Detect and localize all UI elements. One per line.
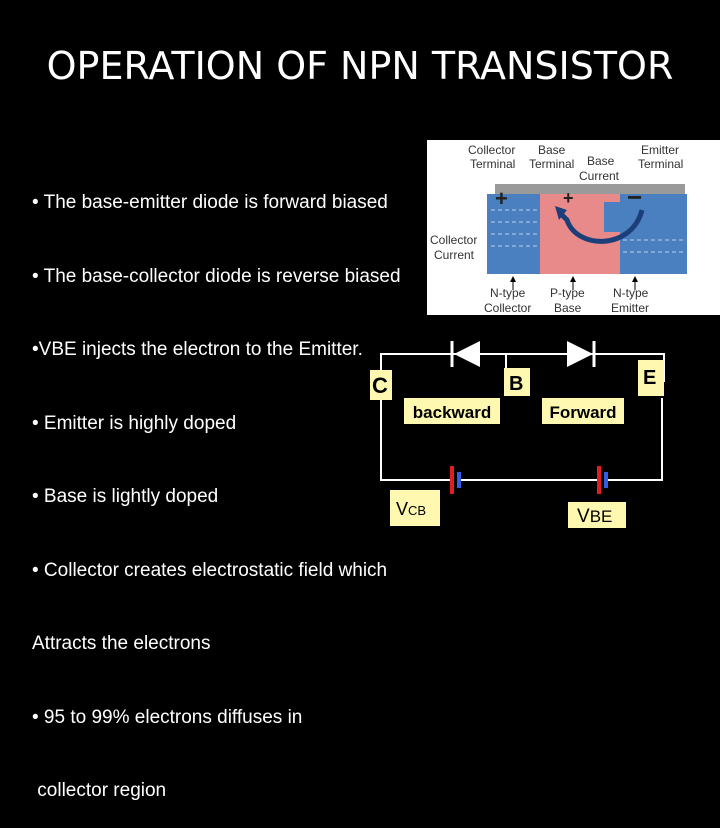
collector-label: C xyxy=(372,373,388,398)
base-current-label: Base xyxy=(587,154,615,168)
bullet-item: • 95 to 99% electrons diffuses in xyxy=(32,706,303,728)
base-current-label-2: Current xyxy=(579,169,620,183)
vcb-label: VCB xyxy=(396,499,427,519)
slide-title: OPERATION OF NPN TRANSISTOR xyxy=(46,44,674,88)
bullet-item: Attracts the electrons xyxy=(32,633,211,654)
base-terminal-label: Base xyxy=(538,143,566,157)
collector-current-label: Collector xyxy=(430,233,478,247)
forward-label: Forward xyxy=(549,403,617,422)
bullet-item: • The base-emitter diode is forward biased xyxy=(32,192,388,213)
bullet-item: • Emitter is highly doped xyxy=(32,412,237,434)
base-terminal-label-2: Terminal xyxy=(529,157,575,171)
backward-label: backward xyxy=(412,403,492,422)
bias-circuit xyxy=(364,338,720,540)
bullet-item: • The base-collector diode is reverse biased xyxy=(32,265,401,287)
collector-current-label-2: Current xyxy=(434,248,475,262)
n-collector-label-2: Collector xyxy=(484,301,532,315)
bullet-list xyxy=(32,142,401,828)
bullet-item: •VBE injects the electron to the Emitter. xyxy=(32,339,363,360)
bullet-item: • Base is lightly doped xyxy=(32,486,219,507)
minus-sign-emitter: − xyxy=(627,182,643,212)
bullet-item: collector region xyxy=(32,780,167,801)
n-emitter-label-2: Emitter xyxy=(611,301,650,315)
collector-terminal-label: Collector xyxy=(468,143,516,157)
emitter-terminal-label: Emitter xyxy=(641,143,680,157)
vbe-label: VBE xyxy=(577,506,613,527)
n-collector-label: N-type xyxy=(490,286,526,300)
bullet-item: • Collector creates electrostatic field which xyxy=(32,559,388,581)
emitter-label: E xyxy=(643,367,657,389)
plus-sign-base: + xyxy=(563,188,574,208)
transistor-diagram xyxy=(427,140,720,315)
vcb-battery xyxy=(450,466,461,494)
collector-terminal-label-2: Terminal xyxy=(470,157,516,171)
n-emitter-label: N-type xyxy=(613,286,649,300)
p-base-label-2: Base xyxy=(554,301,582,315)
vbe-battery xyxy=(597,466,608,494)
forward-diode xyxy=(564,341,604,367)
emitter-terminal-label-2: Terminal xyxy=(638,157,684,171)
p-base-label: P-type xyxy=(550,286,585,300)
base-label: B xyxy=(509,373,524,395)
plus-sign-collector: + xyxy=(495,186,508,211)
top-metal-contact xyxy=(495,184,685,194)
backward-diode xyxy=(444,341,484,367)
